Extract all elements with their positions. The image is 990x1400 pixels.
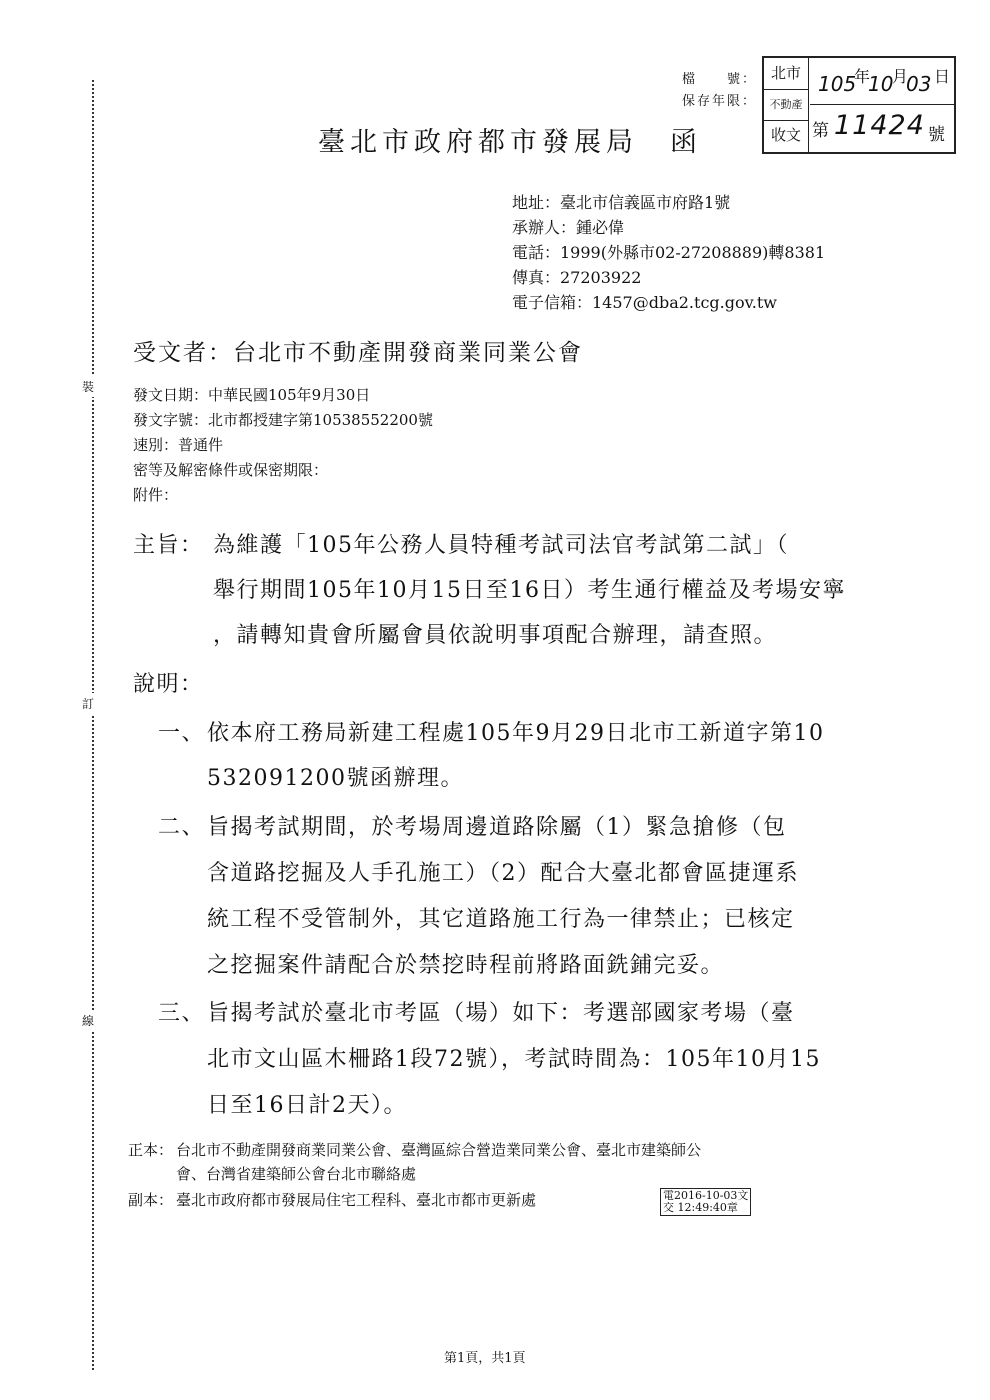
item-2-number: 二、 <box>158 815 206 840</box>
contact-officer: 承辦人：鍾必偉 <box>512 218 625 237</box>
urgency: 速別：普通件 <box>133 436 224 454</box>
page-number: 第1頁，共1頁 <box>444 1351 526 1366</box>
release-stamp <box>660 1188 751 1216</box>
stamp-year-unit: 年 <box>854 67 871 86</box>
original-copy-line-1: 台北市不動產開發商業同業公會、臺灣區綜合營造業同業公會、臺北市建築師公 <box>176 1141 702 1159</box>
subject-line-3: ，請轉知貴會所屬會員依說明事項配合辦理，請查照。 <box>213 623 778 648</box>
contact-address: 地址：臺北市信義區市府路1號 <box>512 193 731 212</box>
contact-fax: 傳真：27203922 <box>512 268 642 287</box>
classification: 密等及解密條件或保密期限： <box>133 461 329 479</box>
cc-copy-label: 副本： <box>128 1191 174 1209</box>
stamp-org-2: 不動產 <box>764 89 808 121</box>
contact-phone: 電話：1999(外縣市02-27208889)轉8381 <box>512 243 826 262</box>
stamp-day: 03 <box>906 72 932 96</box>
stamp-month-unit: 月 <box>892 67 909 86</box>
subject-line-1: 為維護「105年公務人員特種考試司法官考試第二試」（ <box>213 533 789 558</box>
document-number: 發文字號：北市都授建字第10538552200號 <box>133 411 433 429</box>
original-copy-line-2: 會、台灣省建築師公會台北市聯絡處 <box>176 1165 417 1183</box>
item-3-number: 三、 <box>158 1001 206 1026</box>
original-copy-label: 正本： <box>128 1141 174 1159</box>
explanation-label: 說明： <box>133 672 204 697</box>
stamp-month: 10 <box>868 72 894 96</box>
item-2-line-2: 含道路挖掘及人手孔施工）（2）配合大臺北都會區捷運系 <box>207 861 799 886</box>
item-1-line-1: 依本府工務局新建工程處105年9月29日北市工新道字第10 <box>207 721 825 746</box>
binding-mark-ding: 訂 <box>82 693 94 714</box>
stamp-number: 11424 <box>834 110 925 141</box>
stamp-no-suffix: 號 <box>928 125 945 145</box>
recipient: 受文者：台北市不動產開發商業同業公會 <box>133 340 583 366</box>
item-2-line-4: 之挖掘案件請配合於禁挖時程前將路面銑鋪完妥。 <box>207 953 725 978</box>
receipt-stamp <box>762 56 956 154</box>
item-3-line-2: 北市文山區木柵路1段72號），考試時間為：105年10月15 <box>207 1047 821 1072</box>
attachments: 附件： <box>133 486 179 504</box>
stamp-day-unit: 日 <box>934 67 951 86</box>
file-number-label: 檔 號： <box>682 72 758 87</box>
release-stamp-line-1: 電2016-10-03文 <box>663 1189 749 1202</box>
binding-mark-zhuang: 裝 <box>82 376 94 397</box>
subject-line-2: 舉行期間105年10月15日至16日）考生通行權益及考場安寧 <box>213 578 846 603</box>
retention-label: 保存年限： <box>682 94 758 109</box>
binding-mark-xian: 線 <box>82 1010 94 1031</box>
item-1-line-2: 532091200號函辦理。 <box>207 766 464 791</box>
stamp-year: 105 <box>818 72 857 96</box>
item-3-line-3: 日至16日計2天）。 <box>207 1093 407 1118</box>
subject-label: 主旨： <box>133 533 204 558</box>
stamp-no-prefix: 第 <box>812 121 829 141</box>
document-title: 臺北市政府都市發展局 函 <box>318 127 702 158</box>
contact-email: 電子信箱：1457@dba2.tcg.gov.tw <box>512 293 777 312</box>
stamp-date-row <box>810 58 954 105</box>
item-1-number: 一、 <box>158 721 206 746</box>
item-3-line-1: 旨揭考試於臺北市考區（場）如下：考選部國家考場（臺 <box>207 1001 795 1026</box>
issue-date: 發文日期：中華民國105年9月30日 <box>133 386 371 404</box>
stamp-number-row <box>810 104 954 152</box>
release-stamp-line-2: 交 12:49:40章 <box>663 1201 738 1214</box>
stamp-org-3: 收文 <box>770 126 801 144</box>
document-meta <box>133 383 433 508</box>
item-2-line-3: 統工程不受管制外，其它道路施工行為一律禁止；已核定 <box>207 907 795 932</box>
cc-copy-text: 臺北市政府都市發展局住宅工程科、臺北市都市更新處 <box>176 1191 537 1209</box>
stamp-org-1: 北市 <box>764 58 808 90</box>
contact-block <box>512 190 825 315</box>
binding-line <box>92 80 94 1370</box>
item-2-line-1: 旨揭考試期間，於考場周邊道路除屬（1）緊急搶修（包 <box>207 815 787 840</box>
